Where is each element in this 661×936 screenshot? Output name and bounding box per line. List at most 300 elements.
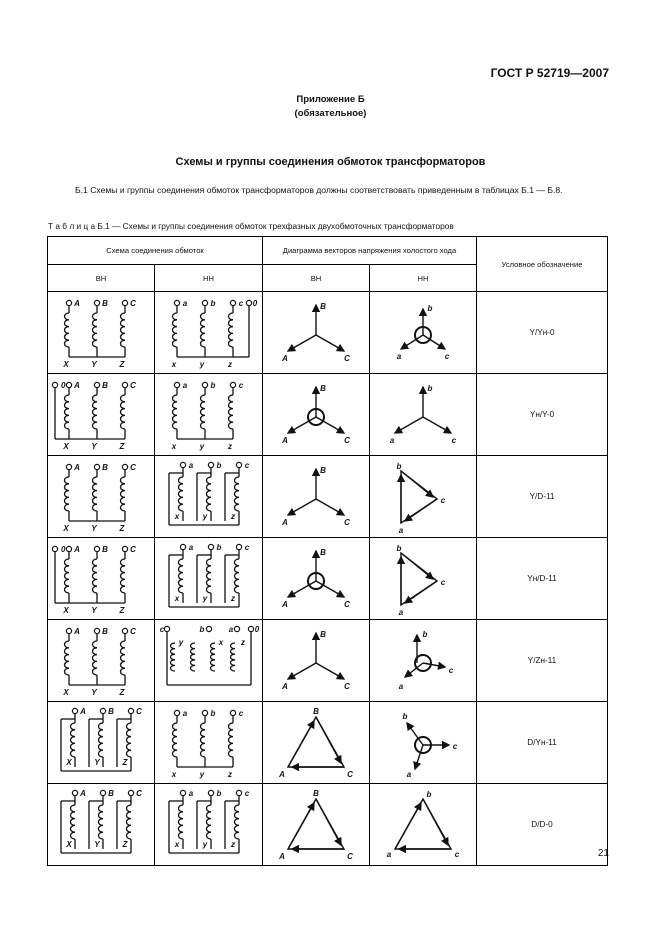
lv-vector-diagram	[373, 541, 473, 617]
diagram-cell	[155, 538, 263, 620]
terminal	[100, 790, 105, 795]
terminal-label: z	[240, 637, 245, 647]
vector-arrow	[288, 721, 314, 767]
vector-arrow	[288, 581, 316, 597]
vector-label: a	[398, 525, 404, 535]
vector-arrow	[316, 581, 344, 597]
diagram-cell	[263, 620, 370, 702]
table-row	[48, 538, 608, 620]
terminal-label: c	[238, 298, 243, 308]
terminal-label: x	[171, 769, 176, 779]
terminal-label: Z	[119, 687, 125, 697]
vector-label: c	[444, 351, 450, 361]
table-row	[48, 456, 608, 538]
terminal-label: a	[188, 542, 193, 552]
winding-coil	[210, 643, 215, 671]
terminal	[230, 710, 235, 715]
vector-label: c	[452, 741, 458, 751]
terminal-label: B	[102, 462, 108, 472]
terminal-label: X	[63, 359, 69, 369]
terminal	[248, 626, 253, 631]
vector-arrow	[401, 471, 433, 497]
terminal	[94, 300, 99, 305]
vector-arrow	[316, 663, 344, 679]
winding-coil	[172, 313, 177, 347]
terminal	[122, 300, 127, 305]
vector-label: B	[320, 547, 326, 557]
terminal-label: y	[178, 637, 183, 647]
winding-coil	[127, 805, 132, 839]
terminal-label: x	[174, 593, 179, 603]
winding-coil	[65, 313, 70, 347]
hv-vector-diagram	[266, 623, 366, 699]
terminal-label: a	[188, 460, 193, 470]
winding-coil	[228, 395, 233, 429]
terminal-label: c	[238, 708, 243, 718]
terminal-label: Z	[122, 757, 128, 767]
terminal-label: B	[102, 380, 108, 390]
designation-cell: D/D-0	[477, 784, 608, 866]
terminal-label: B	[108, 788, 114, 798]
terminal	[174, 300, 179, 305]
designation-cell: Yн/Y-0	[477, 374, 608, 456]
winding-coil	[200, 313, 205, 347]
section-title: Схемы и группы соединения обмоток трансформаторов	[175, 156, 486, 168]
winding-coil	[93, 477, 98, 511]
terminal-label: B	[108, 706, 114, 716]
header-hv-vector: ВН	[263, 265, 370, 292]
hv-winding-scheme	[51, 787, 151, 863]
terminal	[236, 790, 241, 795]
diagram-cell	[370, 784, 477, 866]
table-row	[48, 292, 608, 374]
hv-winding-scheme	[51, 623, 151, 699]
terminal	[94, 628, 99, 633]
header-lv-scheme: НН	[155, 265, 263, 292]
terminal-label: b	[210, 380, 215, 390]
vector-label: b	[396, 461, 402, 471]
vector-label: a	[406, 769, 412, 779]
connection-table	[47, 236, 608, 866]
vector-label: b	[427, 383, 433, 393]
terminal-label: X	[63, 687, 69, 697]
terminal-label: b	[210, 708, 215, 718]
vector-arrow	[288, 335, 316, 351]
winding-coil	[234, 559, 239, 593]
lv-vector-diagram	[373, 459, 473, 535]
winding-coil	[71, 723, 76, 757]
lv-winding-scheme	[159, 541, 259, 617]
vector-label: c	[451, 435, 457, 445]
diagram-cell	[370, 620, 477, 702]
terminal	[202, 300, 207, 305]
diagram-cell	[370, 456, 477, 538]
terminal	[122, 546, 127, 551]
terminal-label: b	[216, 460, 221, 470]
terminal-label: Z	[122, 839, 128, 849]
terminal	[164, 626, 169, 631]
vector-label: C	[344, 517, 350, 527]
vector-label: a	[398, 681, 404, 691]
terminal	[246, 300, 251, 305]
vector-arrow	[401, 553, 433, 579]
diagram-cell	[155, 784, 263, 866]
terminal-label: c	[244, 460, 249, 470]
winding-coil	[230, 643, 235, 671]
diagram-cell	[370, 292, 477, 374]
terminal	[72, 708, 77, 713]
terminal-label: a	[182, 380, 187, 390]
terminal	[174, 710, 179, 715]
winding-coil	[121, 641, 126, 675]
neutral-label: 0	[254, 624, 259, 634]
terminal-label: Y	[94, 757, 100, 767]
terminal-label: c	[159, 624, 164, 634]
vector-label: B	[320, 629, 326, 639]
terminal	[174, 382, 179, 387]
terminal-label: b	[216, 542, 221, 552]
terminal	[66, 546, 71, 551]
terminal-label: C	[136, 788, 142, 798]
hv-winding-scheme	[51, 705, 151, 781]
vector-label: c	[440, 577, 446, 587]
terminal-label: X	[63, 605, 69, 615]
vector-label: A	[282, 599, 288, 609]
terminal-label: y	[202, 839, 207, 849]
diagram-cell	[155, 292, 263, 374]
terminal-label: y	[202, 511, 207, 521]
winding-coil	[65, 395, 70, 429]
terminal-label: Y	[91, 687, 97, 697]
winding-coil	[65, 641, 70, 675]
terminal-label: c	[244, 788, 249, 798]
hv-winding-scheme	[51, 295, 151, 371]
neutral-label: 0	[61, 380, 66, 390]
winding-coil	[99, 805, 104, 839]
header-designation: Условное обозначение	[477, 237, 608, 292]
vector-arrow	[316, 717, 341, 763]
vector-arrow	[405, 499, 437, 521]
terminal-label: Z	[119, 523, 125, 533]
terminal-label: z	[230, 839, 235, 849]
vector-arrow	[423, 799, 448, 845]
terminal-label: X	[66, 757, 72, 767]
terminal	[122, 382, 127, 387]
standard-number: ГОСТ Р 52719—2007	[490, 66, 609, 80]
terminal-label: y	[199, 359, 204, 369]
terminal-label: Y	[91, 359, 97, 369]
terminal-label: C	[130, 544, 136, 554]
vector-label: B	[320, 465, 326, 475]
lv-vector-diagram	[373, 377, 473, 453]
winding-coil	[178, 559, 183, 593]
terminal-label: a	[188, 788, 193, 798]
vector-arrow	[288, 499, 316, 515]
winding-coil	[172, 395, 177, 429]
terminal	[236, 462, 241, 467]
terminal-label: Y	[91, 441, 97, 451]
hv-vector-diagram	[266, 541, 366, 617]
vector-label: A	[282, 435, 288, 445]
terminal	[72, 790, 77, 795]
terminal-label: A	[74, 626, 80, 636]
lv-vector-diagram	[373, 787, 473, 863]
terminal	[66, 628, 71, 633]
terminal-label: Y	[94, 839, 100, 849]
terminal-label: x	[174, 511, 179, 521]
terminal	[180, 790, 185, 795]
terminal	[94, 382, 99, 387]
vector-label: B	[320, 383, 326, 393]
terminal-label: x	[171, 359, 176, 369]
lv-vector-diagram	[373, 623, 473, 699]
winding-coil	[121, 395, 126, 429]
terminal-label: Z	[119, 441, 125, 451]
vector-label: A	[279, 769, 285, 779]
terminal	[234, 626, 239, 631]
vector-label: c	[440, 495, 446, 505]
winding-coil	[206, 805, 211, 839]
diagram-cell	[370, 374, 477, 456]
vector-label: b	[402, 711, 408, 721]
page-number: 21	[597, 848, 609, 859]
vector-arrow	[288, 803, 314, 849]
terminal	[94, 464, 99, 469]
winding-coil	[121, 313, 126, 347]
terminal-label: C	[130, 380, 136, 390]
terminal-label: X	[66, 839, 72, 849]
terminal-label: A	[74, 462, 80, 472]
vector-arrow	[316, 417, 344, 433]
terminal-label: X	[63, 523, 69, 533]
winding-coil	[228, 723, 233, 757]
terminal-label: Z	[119, 605, 125, 615]
lv-winding-scheme	[159, 295, 259, 371]
diagram-cell	[48, 292, 155, 374]
vector-label: A	[279, 851, 285, 861]
vector-label: B	[313, 706, 319, 716]
terminal-label: c	[238, 380, 243, 390]
hv-winding-scheme	[51, 459, 151, 535]
terminal	[66, 382, 71, 387]
winding-coil	[200, 723, 205, 757]
vector-arrow	[423, 417, 451, 433]
hv-vector-diagram	[266, 295, 366, 371]
terminal	[206, 626, 211, 631]
delta-triangle	[395, 799, 451, 849]
diagram-cell	[155, 702, 263, 784]
terminal	[52, 382, 57, 387]
diagram-cell	[155, 620, 263, 702]
delta-triangle	[401, 471, 437, 523]
diagram-cell	[370, 538, 477, 620]
terminal	[66, 300, 71, 305]
table-row	[48, 620, 608, 702]
vector-label: c	[454, 849, 460, 859]
terminal	[122, 628, 127, 633]
terminal-label: y	[199, 441, 204, 451]
diagram-cell	[48, 784, 155, 866]
designation-cell: Y/Yн-0	[477, 292, 608, 374]
winding-coil	[178, 805, 183, 839]
winding-coil	[234, 477, 239, 511]
lv-winding-scheme	[159, 459, 259, 535]
delta-triangle	[288, 717, 344, 767]
terminal	[122, 464, 127, 469]
diagram-cell	[48, 702, 155, 784]
terminal	[208, 790, 213, 795]
delta-triangle	[288, 799, 344, 849]
diagram-cell	[263, 292, 370, 374]
vector-label: B	[313, 788, 319, 798]
table-row	[48, 702, 608, 784]
terminal-label: y	[202, 593, 207, 603]
winding-coil	[65, 477, 70, 511]
diagram-cell	[48, 456, 155, 538]
winding-coil	[93, 313, 98, 347]
terminal-label: y	[199, 769, 204, 779]
terminal	[236, 544, 241, 549]
lv-winding-scheme	[159, 705, 259, 781]
terminal-label: z	[227, 441, 232, 451]
terminal-label: c	[244, 542, 249, 552]
table-row	[48, 784, 608, 866]
winding-coil	[93, 641, 98, 675]
winding-coil	[93, 559, 98, 593]
terminal	[52, 546, 57, 551]
diagram-cell	[48, 538, 155, 620]
paragraph: Б.1 Схемы и группы соединения обмоток трансформаторов должны соответствовать приведенным в таблицах Б.1 — Б.8.	[75, 185, 563, 195]
lv-vector-diagram	[373, 705, 473, 781]
designation-cell: Y/D-11	[477, 456, 608, 538]
vector-arrow	[405, 581, 437, 603]
vector-label: B	[320, 301, 326, 311]
winding-coil	[228, 313, 233, 347]
terminal	[100, 708, 105, 713]
terminal-label: b	[199, 624, 204, 634]
terminal-label: x	[174, 839, 179, 849]
hv-vector-diagram	[266, 459, 366, 535]
winding-coil	[65, 559, 70, 593]
winding-coil	[200, 395, 205, 429]
hv-vector-diagram	[266, 787, 366, 863]
neutral-label: 0	[61, 544, 66, 554]
terminal	[208, 462, 213, 467]
terminal-label: z	[230, 511, 235, 521]
winding-coil	[121, 477, 126, 511]
header-lv-vector: НН	[370, 265, 477, 292]
terminal-label: C	[130, 298, 136, 308]
terminal-label: b	[210, 298, 215, 308]
designation-cell: Y/Zн-11	[477, 620, 608, 702]
terminal-label: A	[80, 706, 86, 716]
vector-label: C	[344, 599, 350, 609]
vector-label: a	[396, 351, 402, 361]
vector-label: c	[448, 665, 454, 675]
designation-cell: Yн/D-11	[477, 538, 608, 620]
terminal-label: a	[182, 298, 187, 308]
terminal-label: C	[130, 462, 136, 472]
vector-label: C	[344, 681, 350, 691]
winding-coil	[127, 723, 132, 757]
vector-label: a	[389, 435, 395, 445]
vector-label: C	[347, 851, 353, 861]
hv-vector-diagram	[266, 705, 366, 781]
vector-arrow	[316, 799, 341, 845]
table-row	[48, 374, 608, 456]
terminal-label: Y	[91, 523, 97, 533]
terminal-label: A	[74, 298, 80, 308]
winding-coil	[190, 643, 195, 671]
terminal-label: B	[102, 544, 108, 554]
vector-label: b	[427, 303, 433, 313]
terminal	[128, 790, 133, 795]
lv-vector-diagram	[373, 295, 473, 371]
terminal-label: x	[171, 441, 176, 451]
lv-winding-scheme	[159, 377, 259, 453]
terminal	[202, 710, 207, 715]
vector-arrow	[395, 803, 421, 849]
winding-coil	[234, 805, 239, 839]
hv-winding-scheme	[51, 377, 151, 453]
winding-coil	[99, 723, 104, 757]
winding-coil	[170, 643, 175, 671]
winding-coil	[121, 559, 126, 593]
terminal	[66, 464, 71, 469]
diagram-cell	[155, 374, 263, 456]
diagram-cell	[263, 538, 370, 620]
terminal	[94, 546, 99, 551]
vector-arrow	[288, 663, 316, 679]
appendix-title: Приложение Б	[296, 94, 365, 105]
diagram-cell	[48, 374, 155, 456]
terminal	[202, 382, 207, 387]
delta-triangle	[401, 553, 437, 605]
terminal-label: X	[63, 441, 69, 451]
vector-arrow	[316, 335, 344, 351]
terminal-label: C	[130, 626, 136, 636]
diagram-cell	[370, 702, 477, 784]
terminal-label: A	[80, 788, 86, 798]
terminal-label: A	[74, 380, 80, 390]
hv-winding-scheme	[51, 541, 151, 617]
lv-winding-scheme	[159, 623, 259, 699]
terminal-label: B	[102, 298, 108, 308]
vector-label: b	[396, 543, 402, 553]
diagram-cell	[48, 620, 155, 702]
terminal-label: x	[218, 637, 223, 647]
terminal-label: Z	[119, 359, 125, 369]
vector-label: A	[282, 681, 288, 691]
neutral-label: 0	[252, 298, 257, 308]
diagram-cell	[263, 456, 370, 538]
terminal-label: a	[182, 708, 187, 718]
winding-coil	[93, 395, 98, 429]
vector-label: C	[347, 769, 353, 779]
terminal	[180, 462, 185, 467]
winding-coil	[71, 805, 76, 839]
vector-arrow	[395, 417, 423, 433]
vector-label: a	[386, 849, 392, 859]
hv-vector-diagram	[266, 377, 366, 453]
header-hv-scheme: ВН	[48, 265, 155, 292]
table-caption: Т а б л и ц а Б.1 — Схемы и группы соединения обмоток трехфазных двухобмоточных трансформаторов	[48, 221, 454, 231]
terminal-label: b	[216, 788, 221, 798]
designation-cell: D/Yн-11	[477, 702, 608, 784]
appendix-status: (обязательное)	[294, 108, 367, 119]
vector-label: b	[426, 789, 432, 799]
winding-coil	[206, 477, 211, 511]
